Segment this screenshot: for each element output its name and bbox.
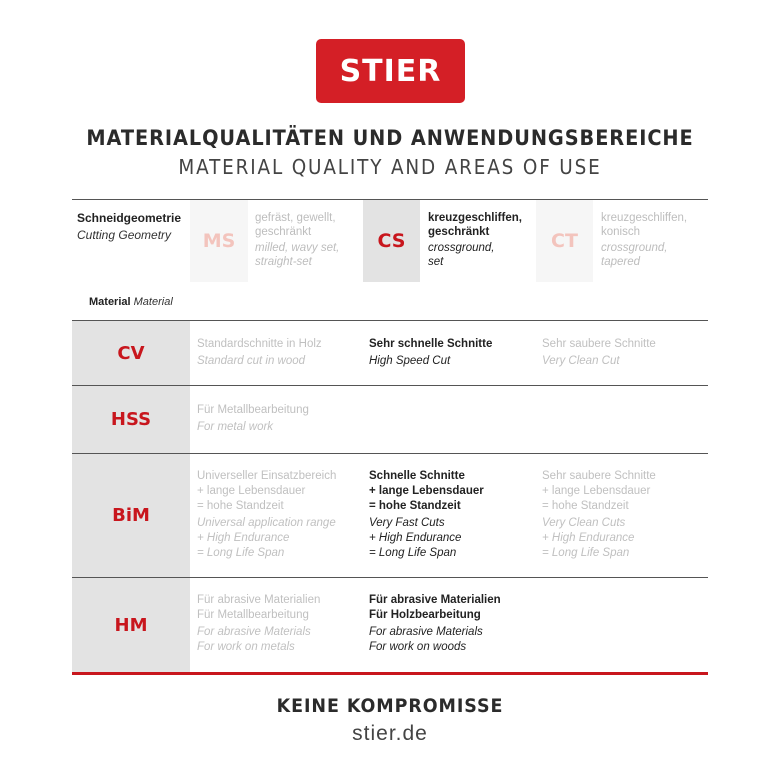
cutting-geometry-label-de: Schneidgeometrie bbox=[77, 211, 182, 225]
logo-text: STIER bbox=[339, 53, 442, 89]
geometry-desc-ms-de-1: gefräst, gewellt, bbox=[255, 212, 336, 224]
geometry-desc-cs-en-1: crossground, bbox=[428, 242, 495, 254]
geometry-desc-cs-en-2: set bbox=[428, 256, 444, 268]
cell-bim-ms bbox=[197, 469, 336, 561]
geometry-desc-ct-en-2: tapered bbox=[601, 256, 641, 268]
cell-bim-cs-en-1: Very Fast Cuts bbox=[369, 517, 445, 529]
cell-bim-ct-de-2: + lange Lebensdauer bbox=[542, 485, 651, 497]
material-cell-bim: BiM bbox=[72, 454, 190, 577]
geometry-desc-cs-de-2: geschränkt bbox=[428, 226, 490, 238]
geometry-desc-ct-de-2: konisch bbox=[601, 226, 640, 238]
geometry-desc-ms-de-2: geschränkt bbox=[255, 226, 312, 238]
material-cell-cv: CV bbox=[72, 321, 190, 385]
cell-bim-cs-de-2: + lange Lebensdauer bbox=[369, 485, 484, 497]
cell-bim-cs bbox=[369, 469, 484, 561]
geometry-desc-ct-de-1: kreuzgeschliffen, bbox=[601, 212, 688, 224]
cell-bim-ct-en-3: = Long Life Span bbox=[542, 547, 630, 559]
geometry-desc-ms-en-2: straight-set bbox=[255, 256, 312, 268]
cell-hm-cs-de-1: Für abrasive Materialien bbox=[369, 594, 501, 606]
cutting-geometry-label-en: Cutting Geometry bbox=[77, 228, 172, 242]
geometry-desc-ct-en-1: crossground, bbox=[601, 242, 668, 254]
geometry-code-ms: MS bbox=[190, 200, 248, 282]
cell-cv-ct-en: Very Clean Cut bbox=[542, 355, 620, 367]
material-cell-hm: HM bbox=[72, 578, 190, 672]
footer-url[interactable]: stier.de bbox=[352, 722, 428, 745]
cell-cv-ct-de: Sehr saubere Schnitte bbox=[542, 338, 656, 350]
cell-hm-ms-de-1: Für abrasive Materialien bbox=[197, 594, 321, 606]
cell-cv-cs-en: High Speed Cut bbox=[369, 355, 451, 367]
cell-bim-ms-de-1: Universeller Einsatzbereich bbox=[197, 470, 337, 482]
cell-bim-cs-de-1: Schnelle Schnitte bbox=[369, 470, 465, 482]
cell-bim-ms-de-3: = hohe Standzeit bbox=[197, 500, 284, 512]
bull-horns-icon bbox=[336, 26, 376, 42]
cell-hss-ms-en: For metal work bbox=[197, 421, 274, 433]
cutting-geometry-label bbox=[77, 211, 181, 242]
cell-cv-cs-de: Sehr schnelle Schnitte bbox=[369, 338, 493, 350]
cell-bim-ms-en-2: + High Endurance bbox=[197, 532, 290, 544]
page-subtitle: MATERIAL QUALITY AND AREAS OF USE bbox=[178, 155, 602, 179]
cell-cv-ms-de: Standardschnitte in Holz bbox=[197, 338, 322, 350]
cell-bim-ct-de-3: = hohe Standzeit bbox=[542, 500, 629, 512]
geometry-desc-cs bbox=[428, 211, 522, 269]
cell-bim-ms-en-1: Universal application range bbox=[197, 517, 336, 529]
cell-cv-ms bbox=[197, 337, 322, 369]
cell-hm-ms bbox=[197, 593, 320, 655]
geometry-desc-ct bbox=[601, 211, 687, 269]
geometry-desc-ms bbox=[255, 211, 339, 269]
cell-hm-ms-de-2: Für Metallbearbeitung bbox=[197, 609, 309, 621]
footer-tagline: KEINE KOMPROMISSE bbox=[276, 695, 504, 717]
cell-bim-ms-de-2: + lange Lebensdauer bbox=[197, 485, 306, 497]
cell-hss-ms bbox=[197, 403, 309, 435]
cell-cv-ct bbox=[542, 337, 656, 369]
material-label-en: Material bbox=[133, 296, 173, 308]
cell-hm-ms-en-2: For work on metals bbox=[197, 641, 295, 653]
divider-bottom-red bbox=[72, 672, 708, 675]
cell-bim-ct-en-1: Very Clean Cuts bbox=[542, 517, 626, 529]
geometry-code-cs: CS bbox=[363, 200, 420, 282]
cell-hm-cs-de-2: Für Holzbearbeitung bbox=[369, 609, 481, 621]
cell-cv-ms-en: Standard cut in wood bbox=[197, 355, 306, 367]
geometry-code-ct: CT bbox=[536, 200, 593, 282]
stier-logo bbox=[316, 39, 465, 103]
cell-hm-cs bbox=[369, 593, 501, 655]
cell-bim-cs-en-2: + High Endurance bbox=[369, 532, 462, 544]
cell-bim-cs-en-3: = Long Life Span bbox=[369, 547, 457, 559]
cell-hm-cs-en-1: For abrasive Materials bbox=[369, 626, 483, 638]
cell-bim-ms-en-3: = Long Life Span bbox=[197, 547, 285, 559]
cell-cv-cs bbox=[369, 337, 492, 369]
cell-bim-ct-de-1: Sehr saubere Schnitte bbox=[542, 470, 656, 482]
material-cell-hss: HSS bbox=[72, 386, 190, 453]
cell-hss-ms-de: Für Metallbearbeitung bbox=[197, 404, 309, 416]
cell-hm-cs-en-2: For work on woods bbox=[369, 641, 467, 653]
cell-bim-cs-de-3: = hohe Standzeit bbox=[369, 500, 461, 512]
cell-hm-ms-en-1: For abrasive Materials bbox=[197, 626, 311, 638]
cell-bim-ct-en-2: + High Endurance bbox=[542, 532, 635, 544]
geometry-desc-cs-de-1: kreuzgeschliffen, bbox=[428, 212, 522, 224]
cell-bim-ct bbox=[542, 469, 656, 561]
page-title: MATERIALQUALITÄTEN UND ANWENDUNGSBEREICHE bbox=[86, 126, 694, 150]
material-label-de: Material bbox=[89, 296, 131, 308]
geometry-desc-ms-en-1: milled, wavy set, bbox=[255, 242, 340, 254]
material-label bbox=[89, 296, 173, 308]
